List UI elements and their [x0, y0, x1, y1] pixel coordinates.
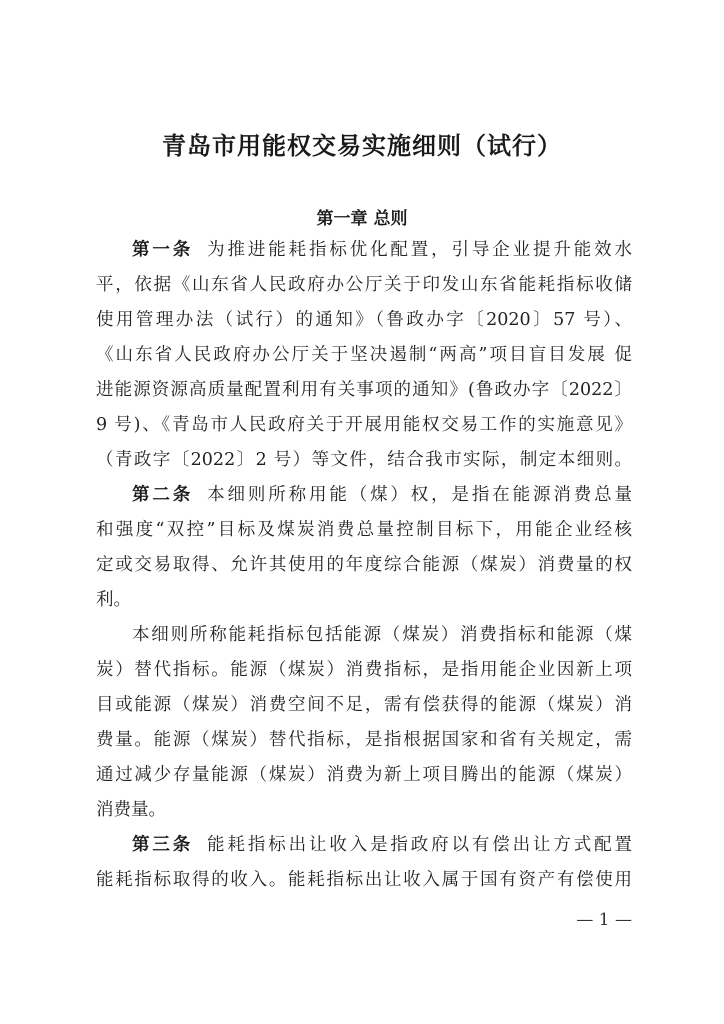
- article-1-line-4: 《山东省人民政府办公厅关于坚决遏制“两高”项目盲目发展 促: [96, 345, 632, 365]
- article-1-line-3: 使用管理办法（试行）的通知》（鲁政办字〔2020〕57 号）、: [96, 310, 632, 330]
- article-3-line-2: 能耗指标取得的收入。能耗指标出让收入属于国有资产有偿使用: [96, 870, 632, 890]
- article-2-line-4: 利。: [96, 590, 131, 610]
- article-2-line-1: 第二条 本细则所称用能（煤）权，是指在能源消费总量: [132, 485, 632, 505]
- article-1-line-6: 9 号)、《青岛市人民政府关于开展用能权交易工作的实施意见》: [96, 415, 632, 435]
- article-1-line-7: （青政字〔2022〕2 号）等文件，结合我市实际，制定本细则。: [96, 450, 632, 470]
- page-number: — 1 —: [576, 910, 632, 930]
- paragraph-index-line-3: 目或能源（煤炭）消费空间不足，需有偿获得的能源（煤炭）消: [96, 695, 632, 715]
- chapter-heading: 第一章 总则: [316, 209, 408, 229]
- article-1-line-2: 平，依据《山东省人民政府办公厅关于印发山东省能耗指标收储: [96, 275, 632, 295]
- paragraph-index-line-5: 通过减少存量能源（煤炭）消费为新上项目腾出的能源（煤炭）: [96, 765, 632, 785]
- article-2-line-3: 定或交易取得、允许其使用的年度综合能源（煤炭）消费量的权: [96, 555, 632, 575]
- paragraph-index-line-4: 费量。能源（煤炭）替代指标，是指根据国家和省有关规定，需: [96, 730, 632, 750]
- article-1-line-1: 第一条 为推进能耗指标优化配置，引导企业提升能效水: [132, 240, 632, 260]
- article-2-label: 第二条: [132, 485, 194, 505]
- article-2-line-2: 和强度“双控”目标及煤炭消费总量控制目标下，用能企业经核: [96, 520, 632, 540]
- paragraph-index-line-1: 本细则所称能耗指标包括能源（煤炭）消费指标和能源（煤: [132, 625, 632, 645]
- article-3-label: 第三条: [132, 835, 194, 855]
- article-1-label: 第一条: [132, 240, 194, 260]
- paragraph-index-line-2: 炭）替代指标。能源（煤炭）消费指标，是指用能企业因新上项: [96, 660, 632, 680]
- paragraph-index-line-6: 消费量。: [96, 800, 166, 820]
- article-1-line-5: 进能源资源高质量配置利用有关事项的通知》(鲁政办字〔2022〕: [96, 380, 632, 400]
- document-title: 青岛市用能权交易实施细则（试行）: [162, 131, 562, 160]
- article-3-line-1: 第三条 能耗指标出让收入是指政府以有偿出让方式配置: [132, 835, 632, 855]
